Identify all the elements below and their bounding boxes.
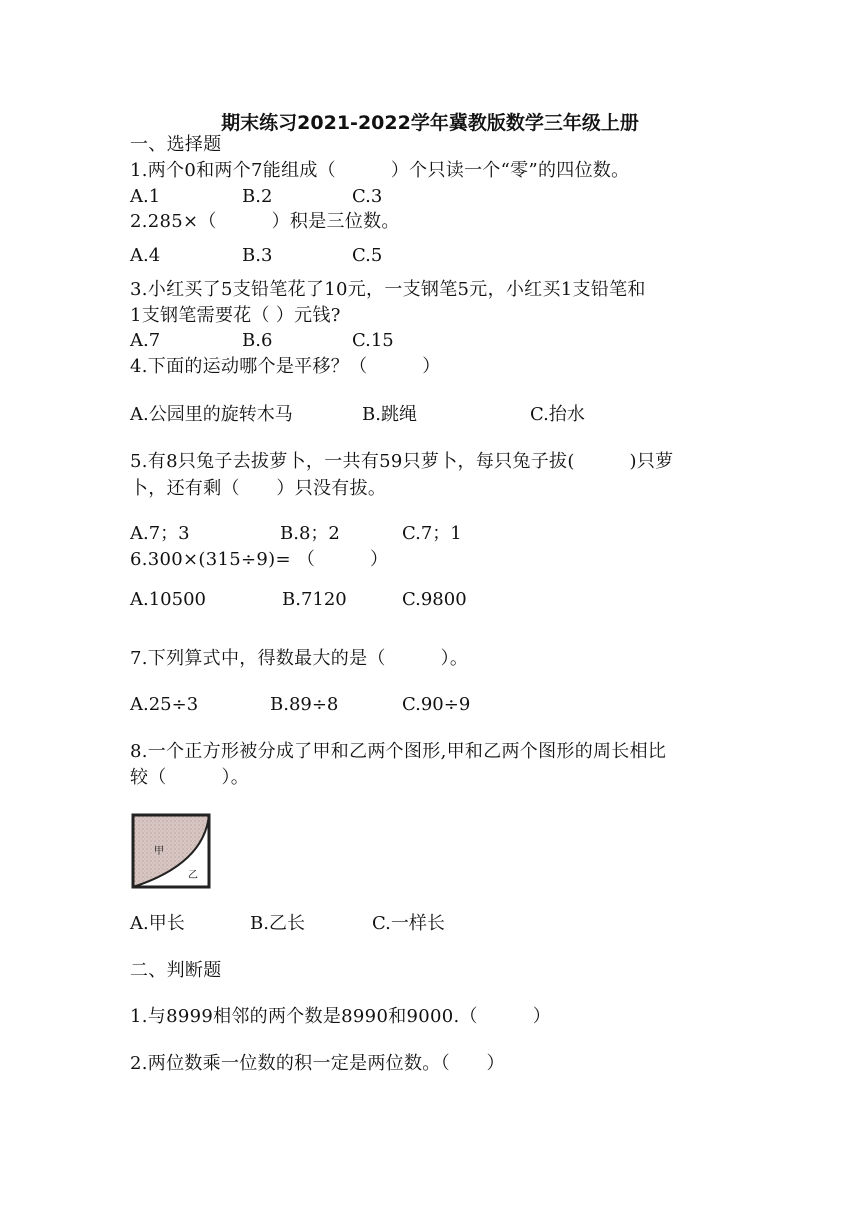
q7-option-c: C.90÷9 [402, 694, 471, 715]
question-8-line-1: 8.一个正方形被分成了甲和乙两个图形,甲和乙两个图形的周长相比 [130, 741, 667, 762]
q2-option-c: C.5 [352, 245, 383, 266]
q2-option-b: B.3 [242, 245, 273, 266]
question-2: 2.285×（ ）积是三位数。 [130, 211, 400, 232]
q8-option-c: C.一样长 [372, 913, 445, 934]
question-8-line-2: 较（ ）。 [130, 767, 250, 788]
q4-option-c: C.抬水 [530, 404, 585, 425]
question-6: 6.300×(315÷9)= （ ） [130, 549, 389, 570]
q3-option-a: A.7 [130, 330, 161, 351]
q8-option-b: B.乙长 [250, 913, 305, 934]
section-heading-judgment: 二、判断题 [130, 960, 222, 981]
question-5-line-2: 卜，还有剩（ ）只没有拔。 [130, 478, 387, 499]
question-7: 7.下列算式中，得数最大的是（ ）。 [130, 648, 469, 669]
question-4: 4.下面的运动哪个是平移？（ ） [130, 356, 441, 377]
page-title: 期末练习2021-2022学年冀教版数学三年级上册 [221, 112, 639, 134]
judgment-1: 1.与8999相邻的两个数是8990和9000.（ ） [130, 1006, 552, 1027]
q2-option-a: A.4 [130, 245, 161, 266]
q6-option-b: B.7120 [282, 589, 347, 610]
label-jia: 甲 [154, 846, 164, 857]
q1-option-a: A.1 [130, 186, 161, 207]
q6-option-c: C.9800 [402, 589, 467, 610]
judgment-2: 2.两位数乘一位数的积一定是两位数。（ ） [130, 1053, 505, 1074]
q4-option-b: B.跳绳 [362, 404, 417, 425]
q4-option-a: A.公园里的旋转木马 [130, 404, 293, 425]
q3-option-b: B.6 [242, 330, 273, 351]
label-yi: 乙 [188, 870, 198, 881]
q6-option-a: A.10500 [130, 589, 206, 610]
q7-option-b: B.89÷8 [270, 694, 339, 715]
q5-option-b: B.8；2 [280, 523, 340, 544]
q8-option-a: A.甲长 [130, 913, 185, 934]
question-1: 1.两个0和两个7能组成（ ）个只读一个“零”的四位数。 [130, 160, 630, 181]
question-5-line-1: 5.有8只兔子去拔萝卜，一共有59只萝卜，每只兔子拔( )只萝 [130, 451, 674, 472]
q7-option-a: A.25÷3 [130, 694, 199, 715]
q1-option-b: B.2 [242, 186, 273, 207]
square-partition-figure [130, 812, 212, 890]
q5-option-c: C.7；1 [402, 523, 462, 544]
section-heading-choice: 一、选择题 [130, 134, 222, 155]
q3-option-c: C.15 [352, 330, 394, 351]
q1-option-c: C.3 [352, 186, 383, 207]
question-3-line-2: 1支钢笔需要花（ ）元钱? [130, 305, 341, 326]
question-3-line-1: 3.小红买了5支铅笔花了10元，一支钢笔5元，小红买1支铅笔和 [130, 279, 646, 300]
q5-option-a: A.7；3 [130, 523, 190, 544]
